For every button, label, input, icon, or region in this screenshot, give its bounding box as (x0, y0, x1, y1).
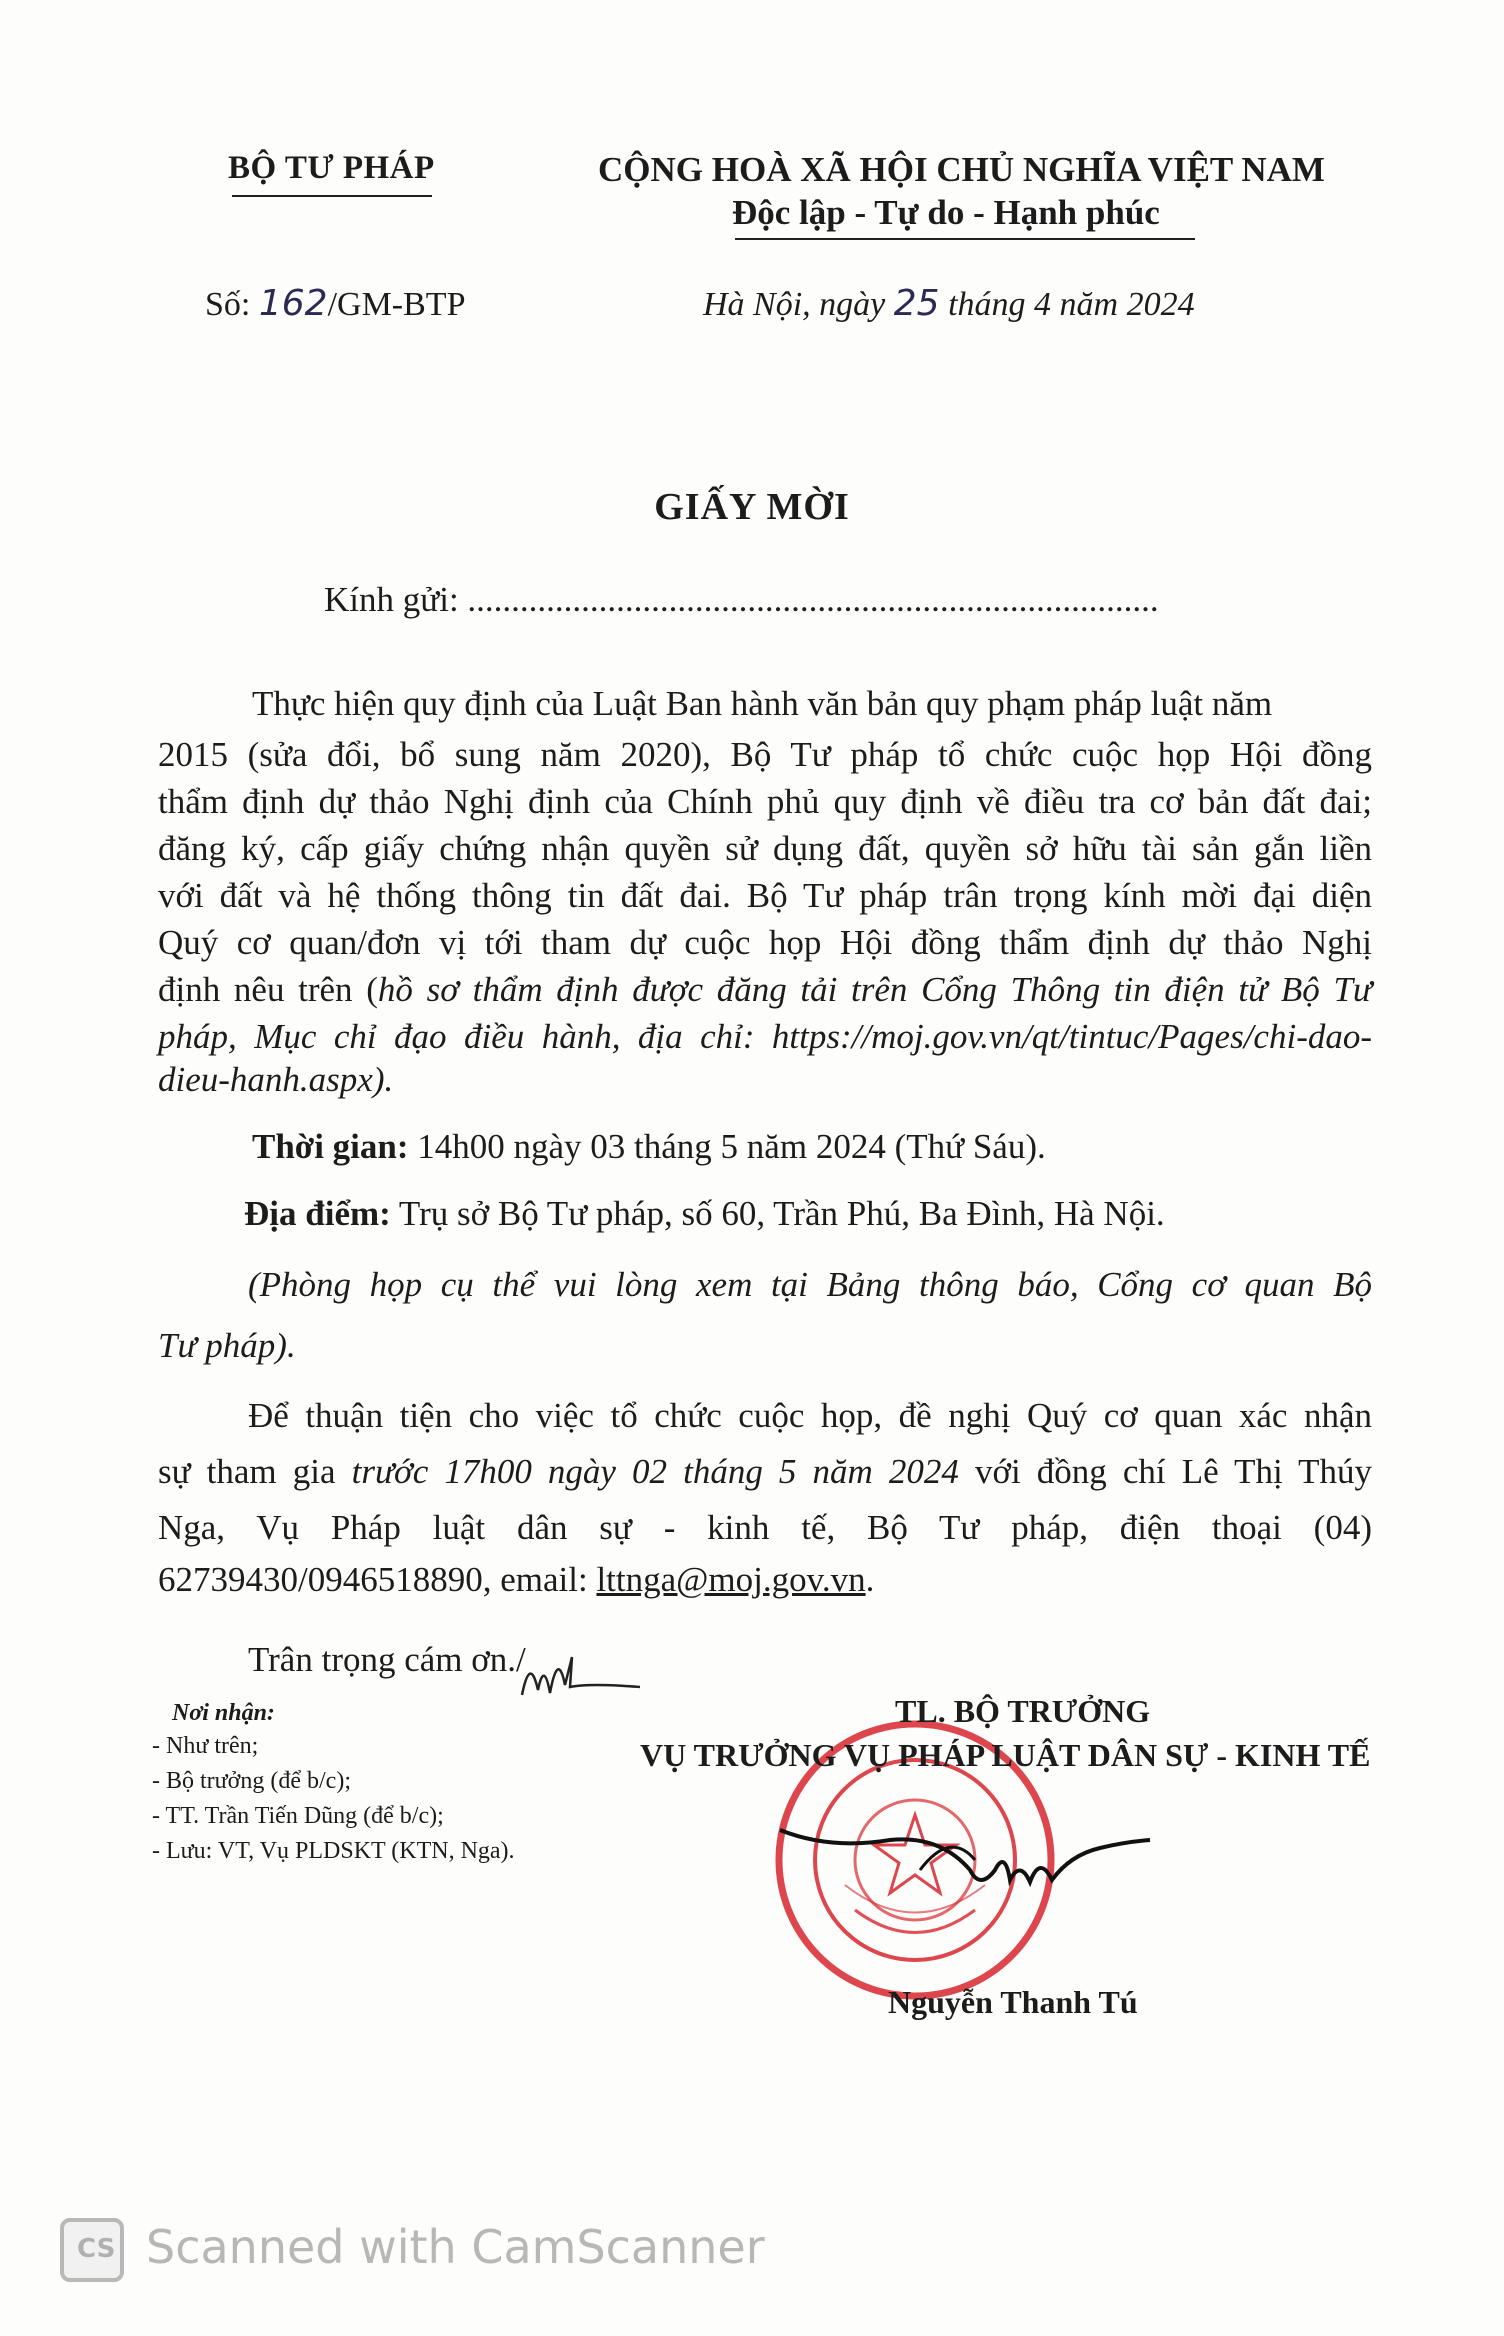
body-italic-text: hồ sơ thẩm định được đăng tải trên Cổng Thông tin điện tử Bộ Tư (377, 970, 1373, 1009)
body-line: thẩm định dự thảo Nghị định của Chính phủ quy định về điều tra cơ bản đất đai; (158, 782, 1372, 821)
body-line: Quý cơ quan/đơn vị tới tham dự cuộc họp Hội đồng thẩm định dự thảo Nghị (158, 923, 1372, 962)
scanner-watermark (60, 2210, 860, 2290)
agency-name: BỘ TƯ PHÁP (228, 150, 435, 186)
body-line (158, 1560, 874, 1600)
body-line: Thực hiện quy định của Luật Ban hành văn bản quy phạm pháp luật năm (252, 684, 1273, 723)
place-date-line (703, 283, 1195, 324)
body-text: sự tham gia (158, 1452, 352, 1491)
republic-title: CỘNG HOÀ XÃ HỘI CHỦ NGHĨA VIỆT NAM (598, 150, 1325, 189)
number-handwritten: 162 (258, 283, 328, 324)
email-link[interactable]: lttnga@moj.gov.vn (596, 1560, 866, 1599)
signer-name: Nguyễn Thanh Tú (888, 1984, 1138, 2020)
recipients-heading: Nơi nhận: (172, 1700, 275, 1726)
recipient-item: - Như trên; (152, 1733, 259, 1759)
document-number (205, 283, 466, 324)
body-text: 62739430/0946518890, email: (158, 1560, 597, 1599)
body-line: Nga, Vụ Pháp luật dân sự - kinh tế, Bộ Tư pháp, điện thoại (04) (158, 1508, 1372, 1547)
agency-underline (232, 195, 432, 197)
camscanner-label: Scanned with CamScanner (146, 2220, 765, 2274)
deadline-text: trước 17h00 ngày 02 tháng 5 năm 2024 (351, 1452, 959, 1491)
number-suffix: /GM-BTP (327, 286, 466, 323)
date-part2: tháng 4 năm 2024 (948, 286, 1195, 323)
date-day-handwritten: 25 (893, 283, 940, 324)
meeting-place (244, 1194, 1165, 1234)
room-note: Tư pháp). (158, 1326, 296, 1365)
body-line: Để thuận tiện cho việc tổ chức cuộc họp, đề nghị Quý cơ quan xác nhận (248, 1396, 1372, 1435)
body-text: định nêu trên ( (158, 970, 378, 1009)
place-label: Địa điểm: (244, 1194, 391, 1233)
body-text: . (865, 1560, 875, 1599)
closing-thanks: Trân trọng cám ơn./ (248, 1640, 526, 1679)
signer-authority: TL. BỘ TRƯỞNG (895, 1693, 1151, 1729)
body-line: đăng ký, cấp giấy chứng nhận quyền sử dụng đất, quyền sở hữu tài sản gắn liền (158, 829, 1372, 868)
body-line: với đất và hệ thống thông tin đất đai. Bộ Tư pháp trân trọng kính mời đại diện (158, 876, 1372, 915)
time-value: 14h00 ngày 03 tháng 5 năm 2024 (Thứ Sáu). (408, 1127, 1046, 1166)
signer-title: VỤ TRƯỞNG VỤ PHÁP LUẬT DÂN SỰ - KINH TẾ (640, 1737, 1371, 1773)
place-value: Trụ sở Bộ Tư pháp, số 60, Trần Phú, Ba Đình, Hà Nội. (390, 1194, 1165, 1233)
body-line: dieu-hanh.aspx). (158, 1060, 394, 1099)
camscanner-logo: CS (60, 2218, 124, 2282)
handwritten-signature (770, 1810, 1160, 1920)
room-note: (Phòng họp cụ thể vui lòng xem tại Bảng thông báo, Cổng cơ quan Bộ (248, 1265, 1372, 1304)
initials-scribble (510, 1635, 650, 1715)
number-prefix: Số: (205, 286, 251, 323)
recipient-item: - Lưu: VT, Vụ PLDSKT (KTN, Nga). (152, 1838, 515, 1864)
meeting-time (252, 1127, 1046, 1167)
document-title: GIẤY MỜI (654, 486, 850, 528)
recipient-item: - TT. Trần Tiến Dũng (để b/c); (152, 1803, 444, 1829)
body-line: pháp, Mục chỉ đạo điều hành, địa chỉ: https://moj.gov.vn/qt/tintuc/Pages/chi-dao- (158, 1017, 1372, 1056)
date-part1: Hà Nội, ngày (703, 286, 886, 323)
recipient-line: Kính gửi: ............................................................................... (324, 580, 1159, 619)
body-line (158, 1448, 1372, 1495)
national-motto: Độc lập - Tự do - Hạnh phúc (732, 193, 1160, 232)
body-line: 2015 (sửa đổi, bổ sung năm 2020), Bộ Tư pháp tổ chức cuộc họp Hội đồng (158, 735, 1372, 774)
time-label: Thời gian: (252, 1127, 409, 1166)
body-line (158, 966, 1372, 1013)
body-text: với đồng chí Lê Thị Thúy (958, 1452, 1373, 1491)
recipient-item: - Bộ trưởng (để b/c); (152, 1768, 351, 1794)
motto-underline (735, 238, 1195, 240)
